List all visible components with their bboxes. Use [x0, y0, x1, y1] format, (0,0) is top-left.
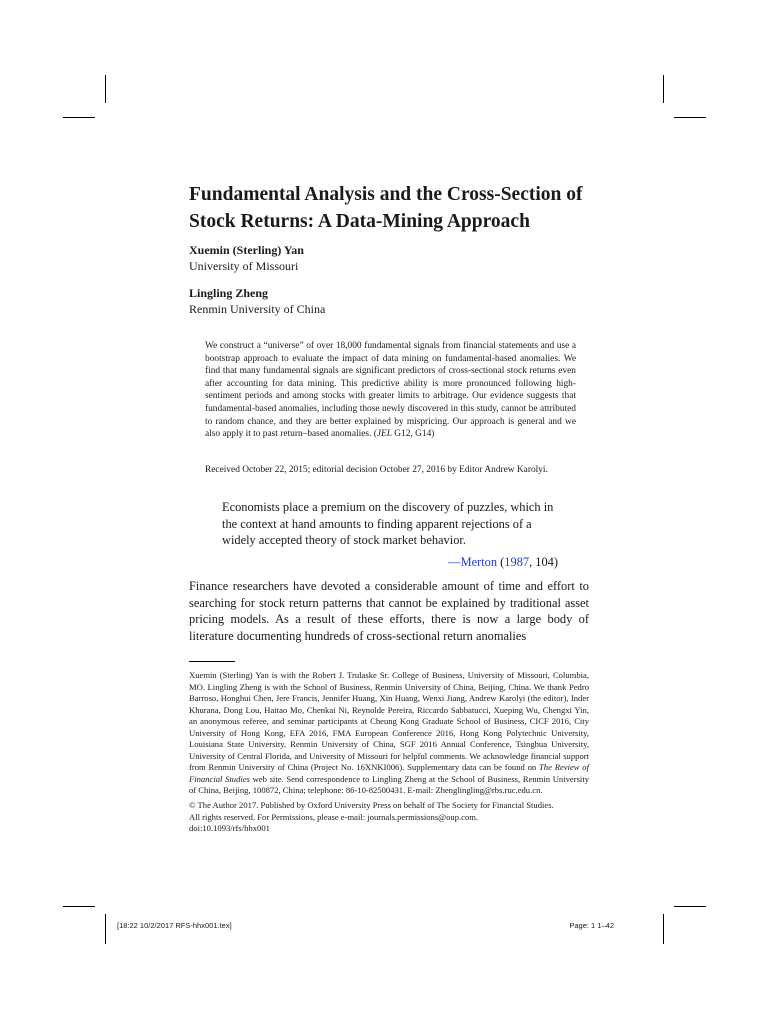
- author-affiliation-1: University of Missouri: [189, 259, 299, 273]
- received-line: Received October 22, 2015; editorial decision October 27, 2016 by Editor Andrew Karolyi.: [205, 465, 548, 475]
- body-paragraph: Finance researchers have devoted a considerable amount of time and effort to searching for stock return patterns that cannot be explained by traditional asset pricing models. As a result of these efforts, there is now a large body of literature documenting hundreds of cross-sectional return anomalies: [189, 579, 589, 643]
- doi-line: doi:10.1093/rfs/hhx001: [189, 823, 270, 833]
- epigraph-quote: Economists place a premium on the discovery of puzzles, which in the context at hand amounts to finding apparent rejections of a widely accepted theory of stock market behavior.: [222, 500, 554, 548]
- footer-page-info: Page: 1 1–42: [569, 921, 614, 930]
- crop-mark-top-right-horizontal: [674, 117, 706, 118]
- merton-link[interactable]: Merton: [460, 555, 498, 569]
- crop-mark-bottom-right-horizontal: [674, 906, 706, 907]
- crop-mark-bottom-right-vertical: [663, 914, 664, 944]
- epigraph-attribution: [448, 554, 558, 570]
- crop-mark-top-right-vertical: [663, 75, 664, 103]
- abstract: [205, 340, 576, 441]
- epigraph-page: , 104): [529, 555, 558, 569]
- author-name-2: Lingling Zheng: [189, 286, 269, 300]
- abstract-text: We construct a “universe” of over 18,000 fundamental signals from financial statements and use a bootstrap approach to evaluate the impact of data mining on fundamental-based anomalies. We find that many fundamental signals are significant predictors of cross-sectional stock returns even after accounting for data mining. This predictive ability is more pronounced following high-sentiment periods and among stocks with greater limits to arbitrage. Our evidence suggests that fundamental-based anomalies, including those newly discovered in this study, cannot be attributed to random chance, and they are better explained by mispricing. Our approach is general and we also apply it to past return–based anomalies.: [205, 341, 576, 440]
- footnote-text-2: web site. Send correspondence to Lingling Zheng at the School of Business, Renmin University of China, Beijing, 100872, China; telephone: 86-10-82500431. E-mail: Zhenglingling@rbs.ruc.edu.cn.: [189, 773, 590, 795]
- author-footnote: [189, 670, 589, 797]
- copyright-block: [189, 800, 589, 835]
- jel-codes: G12, G14): [391, 429, 435, 440]
- crop-mark-top-left-horizontal: [63, 117, 95, 118]
- jel-label: JEL: [376, 429, 392, 440]
- copyright-line-2: All rights reserved. For Permissions, please e-mail: journals.permissions@oup.com.: [189, 811, 479, 822]
- copyright-line-1: © The Author 2017. Published by Oxford University Press on behalf of The Society for Financial Studies.: [189, 800, 554, 810]
- epigraph-paren: (: [497, 555, 505, 569]
- paper-title: Fundamental Analysis and the Cross-Section of Stock Returns: A Data-Mining Approach: [189, 184, 583, 232]
- footnote-rule: [189, 661, 235, 662]
- crop-mark-bottom-left-horizontal: [63, 906, 95, 907]
- jel-prefix: (: [373, 429, 377, 440]
- footer-file-info: [18:22 10/2/2017 RFS-hhx001.tex]: [117, 921, 232, 930]
- author-name-1: Xuemin (Sterling) Yan: [189, 243, 304, 257]
- year-link[interactable]: 1987: [504, 555, 530, 569]
- crop-mark-top-left-vertical: [105, 75, 106, 103]
- crop-mark-bottom-left-vertical: [105, 914, 106, 944]
- footnote-journal-name: The Review of Financial Studies: [189, 762, 589, 784]
- epigraph-dash: —: [448, 555, 461, 569]
- footnote-text-1: Xuemin (Sterling) Yan is with the Robert J. Trulaske Sr. College of Business, University of Missouri, Columbia, MO. Lingling Zheng is with the School of Business, Renmin University of China, Beijing, China. We thank Pedro Barroso, Honghui Chen, Jere Francis, Jennifer Huang, Xin Huang, Wenxi Jiang, Andrew Karolyi (the editor), Inder Khurana, Dong Lou, Haitao Mo, Chenkai Ni, Reynolde Pereira, Riccardo Sabbatucci, Xueping Wu, Chengxi Yin, an anonymous referee, and seminar participants at Cheung Kong Graduate School of Business, CICF 2016, City University of Hong Kong, EFA 2016, FMA European Conference 2016, Hong Kong Polytechnic University, Louisiana State University, Renmin University of China, SGF 2016 Annual Conference, Tsinghua University, University of Central Florida, and University of Missouri for helpful comments. We acknowledge financial support from Renmin University of China (Project No. 16XNKI006). Supplementary data can be found on: [189, 670, 589, 772]
- author-affiliation-2: Renmin University of China: [189, 302, 326, 316]
